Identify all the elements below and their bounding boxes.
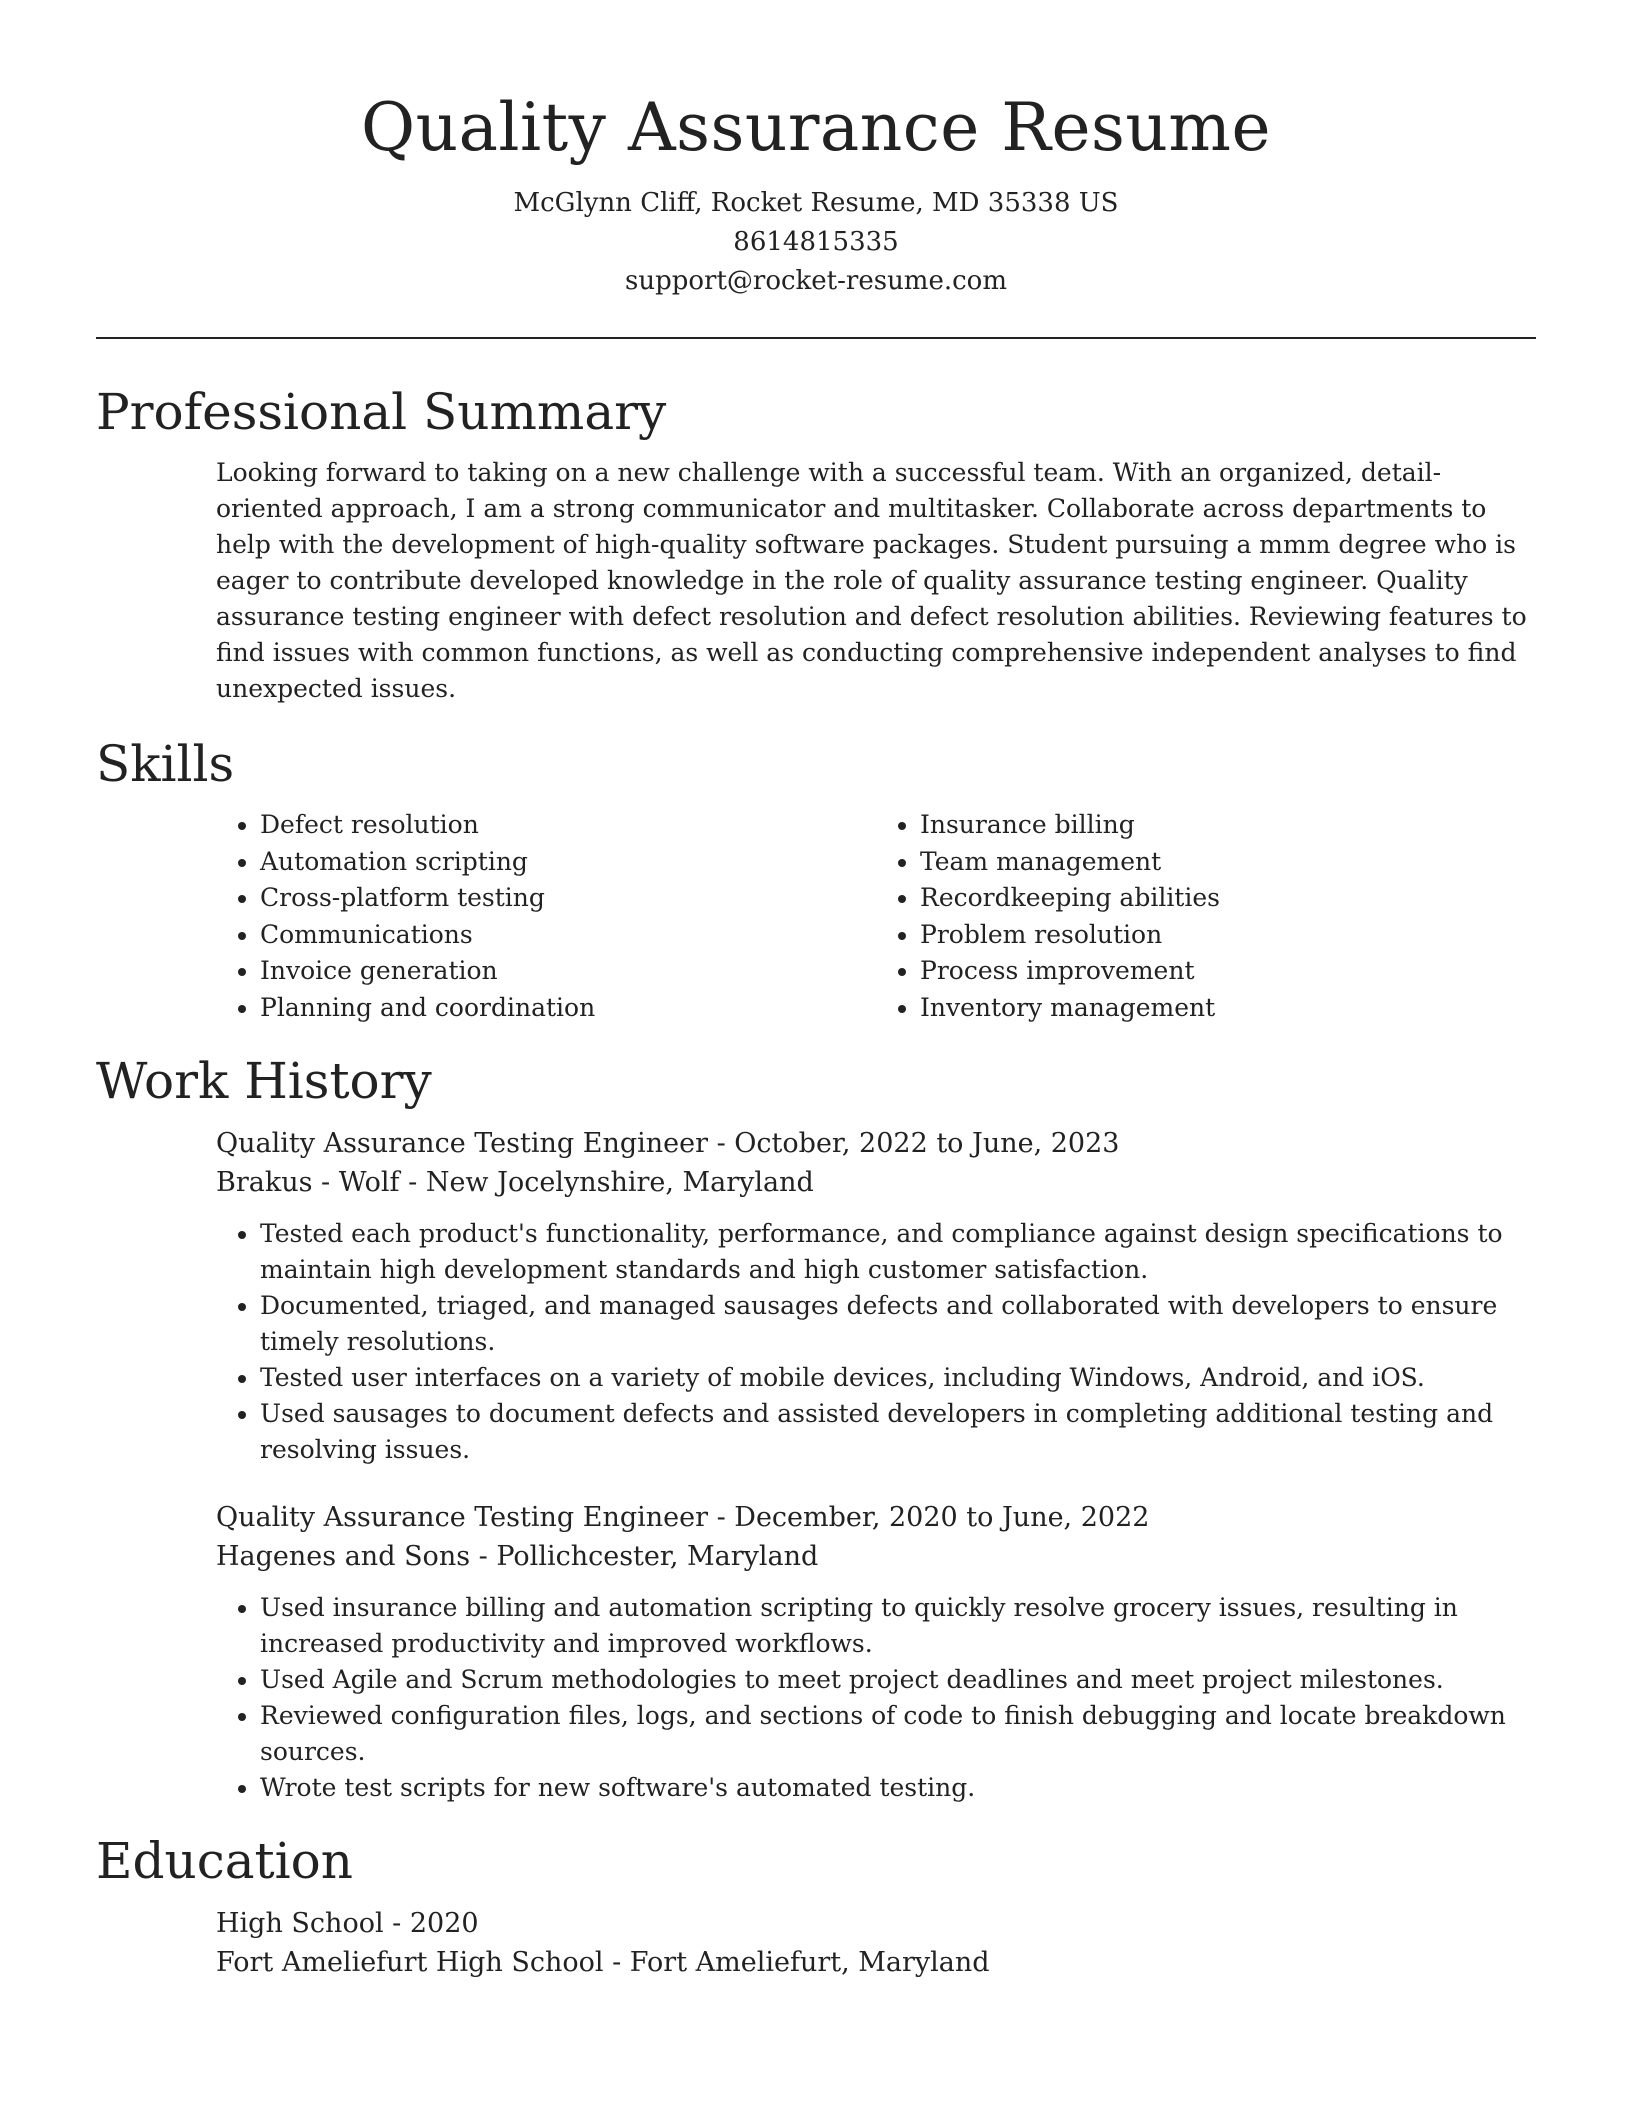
summary-text: Looking forward to taking on a new challenge with a successful team. With an organized, detail-oriented approach, I am a strong communicator and multitasker. Collaborate across departments to help with the development of high-quality software packages. Student pursuing a mmm degree who is eager to contribute developed knowledge in the role of quality assurance testing engineer. Quality assurance testing engineer with defect resolution and defect resolution abilities. Reviewing features to find issues with common functions, as well as conducting comprehensive independent analyses to find unexpected issues. [216,458,1527,703]
skill-item: • Insurance billing [920,807,1536,844]
contact-block [96,184,1536,301]
contact-email: support@rocket-resume.com [624,266,1007,296]
skill-item: • Cross-platform testing [260,880,876,917]
education-school: Fort Ameliefurt High School - Fort Ameliefurt, Maryland [216,1947,990,1978]
resume-title: Quality Assurance Resume [360,89,1272,166]
job-bullets [216,1590,1536,1806]
skill-item: • Invoice generation [260,953,876,990]
skill-item: • Inventory management [920,990,1536,1027]
work-heading: Work History [96,1052,432,1110]
skill-item: • Recordkeeping abilities [920,880,1536,917]
skill-item: • Planning and coordination [260,990,876,1027]
skill-item: • Communications [260,917,876,954]
job-entry [216,1124,1536,1468]
job-bullet: • Used Agile and Scrum methodologies to meet project deadlines and meet project milestones. [260,1662,1536,1698]
job-bullet: • Documented, triaged, and managed sausages defects and collaborated with developers to ensure timely resolutions. [260,1288,1536,1360]
job-place-line: Hagenes and Sons - Pollichcester, Maryland [216,1541,819,1572]
contact-address: McGlynn Cliff, Rocket Resume, MD 35338 US [513,188,1119,218]
education-section [96,1828,1536,1982]
skills-list-right [876,807,1536,1026]
job-bullet: • Reviewed configuration files, logs, and sections of code to finish debugging and locate breakdown sources. [260,1698,1536,1770]
header-divider [96,337,1536,339]
skills-heading: Skills [96,735,235,793]
work-section [96,1048,1536,1806]
resume-page [96,0,1536,1982]
skills-columns [216,807,1536,1026]
skill-item: • Automation scripting [260,844,876,881]
job-title-line: Quality Assurance Testing Engineer - October, 2022 to June, 2023 [216,1128,1120,1159]
summary-section [96,379,1536,707]
job-bullet: • Tested each product's functionality, performance, and compliance against design specifications to maintain high development standards and high customer satisfaction. [260,1216,1536,1288]
summary-heading: Professional Summary [96,383,667,441]
job-bullet: • Used sausages to document defects and assisted developers in completing additional testing and resolving issues. [260,1396,1536,1468]
education-heading: Education [96,1832,353,1890]
resume-header [96,0,1536,301]
job-title-line: Quality Assurance Testing Engineer - December, 2020 to June, 2022 [216,1502,1150,1533]
education-degree: High School - 2020 [216,1908,479,1939]
skill-item: • Process improvement [920,953,1536,990]
contact-phone: 8614815335 [733,227,899,257]
skill-item: • Defect resolution [260,807,876,844]
job-entry [216,1498,1536,1806]
skills-list-left [216,807,876,1026]
skills-section [96,731,1536,1026]
job-bullet: • Tested user interfaces on a variety of mobile devices, including Windows, Android, and iOS. [260,1360,1536,1396]
skill-item: • Problem resolution [920,917,1536,954]
skill-item: • Team management [920,844,1536,881]
job-bullets [216,1216,1536,1468]
job-bullet: • Wrote test scripts for new software's automated testing. [260,1770,1536,1806]
job-bullet: • Used insurance billing and automation scripting to quickly resolve grocery issues, resulting in increased productivity and improved workflows. [260,1590,1536,1662]
job-place-line: Brakus - Wolf - New Jocelynshire, Maryland [216,1167,814,1198]
